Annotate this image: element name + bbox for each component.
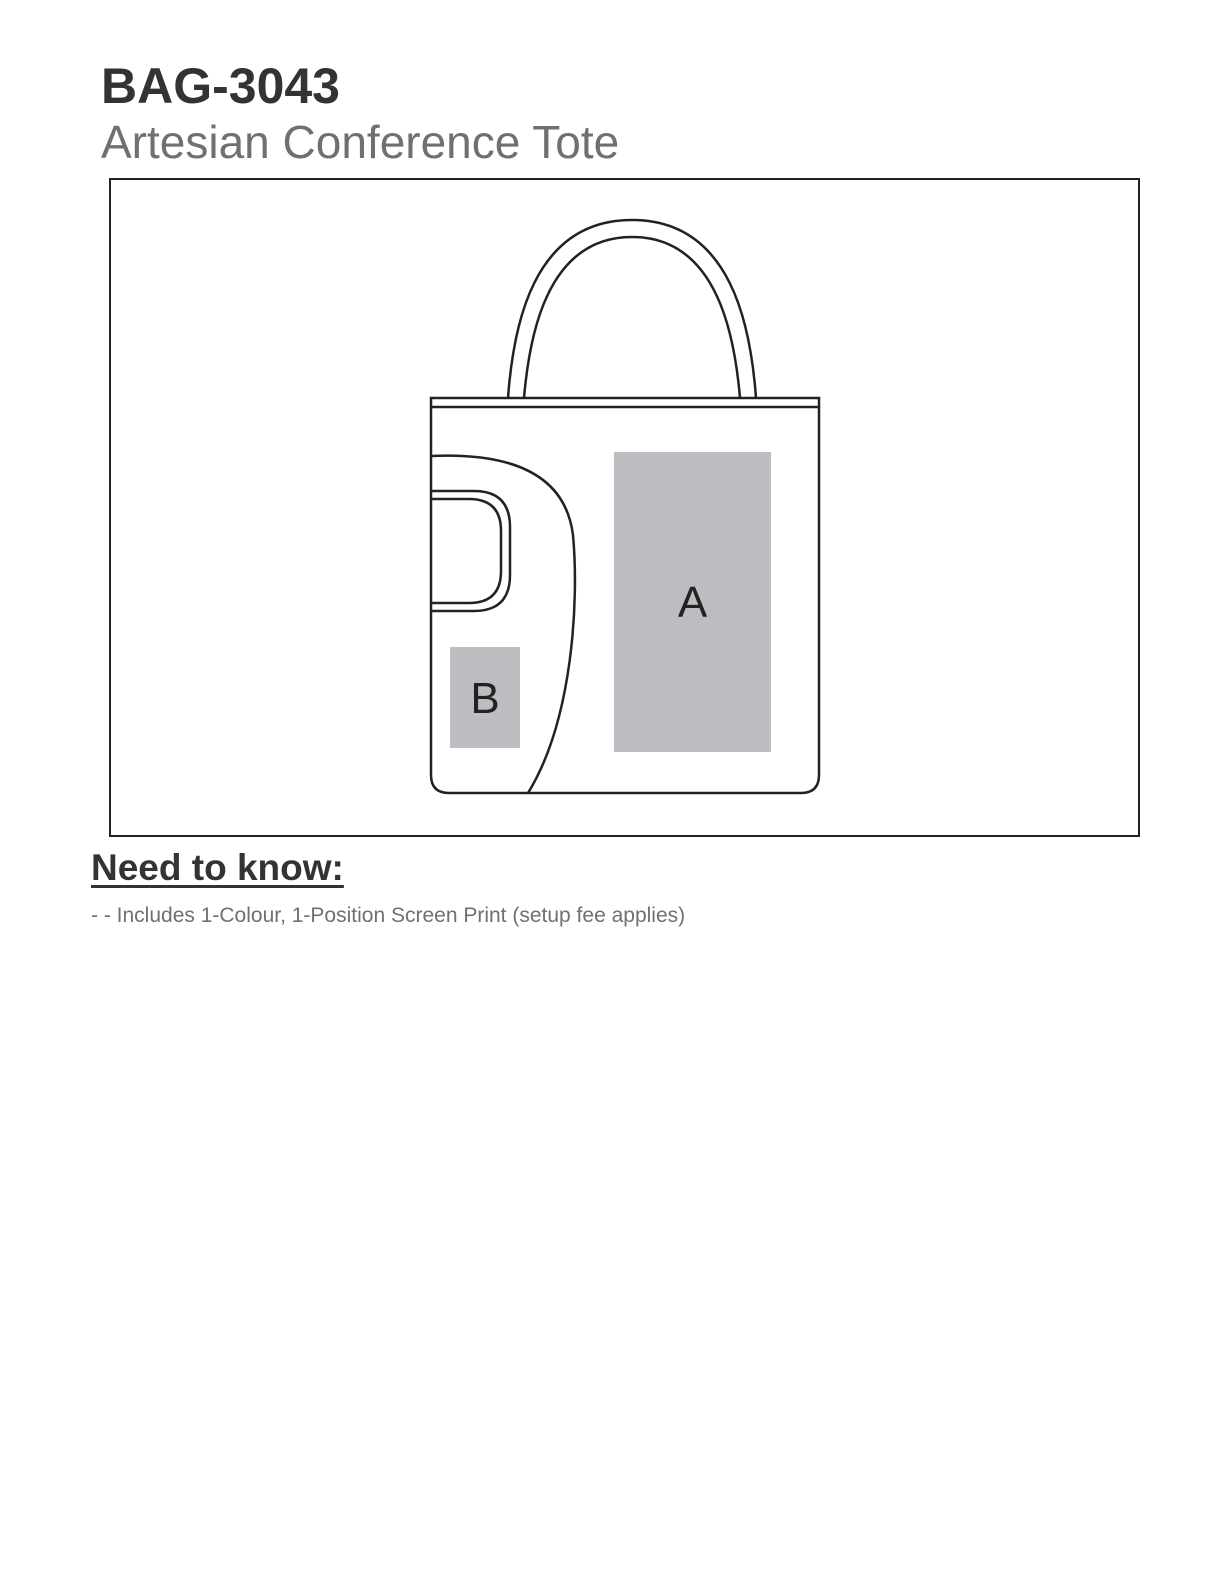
bag-handle-inner <box>524 237 740 398</box>
need-to-know-item: - - Includes 1-Colour, 1-Position Screen Print (setup fee applies) <box>91 904 686 927</box>
product-drawing-frame <box>109 178 1140 837</box>
print-zone-a-label: A <box>677 578 708 627</box>
need-to-know-heading: Need to know: <box>91 847 344 888</box>
tote-bag-line-drawing <box>111 180 1138 835</box>
pocket-handle-cutout-inner <box>431 499 501 603</box>
print-zone-b-label: B <box>470 674 500 723</box>
need-to-know-list <box>91 902 685 930</box>
pocket-handle-cutout-outer <box>431 491 510 611</box>
product-code: BAG-3043 <box>101 58 340 114</box>
bag-handle <box>508 220 756 398</box>
product-name: Artesian Conference Tote <box>101 116 620 168</box>
bag-top-hem <box>431 398 819 407</box>
